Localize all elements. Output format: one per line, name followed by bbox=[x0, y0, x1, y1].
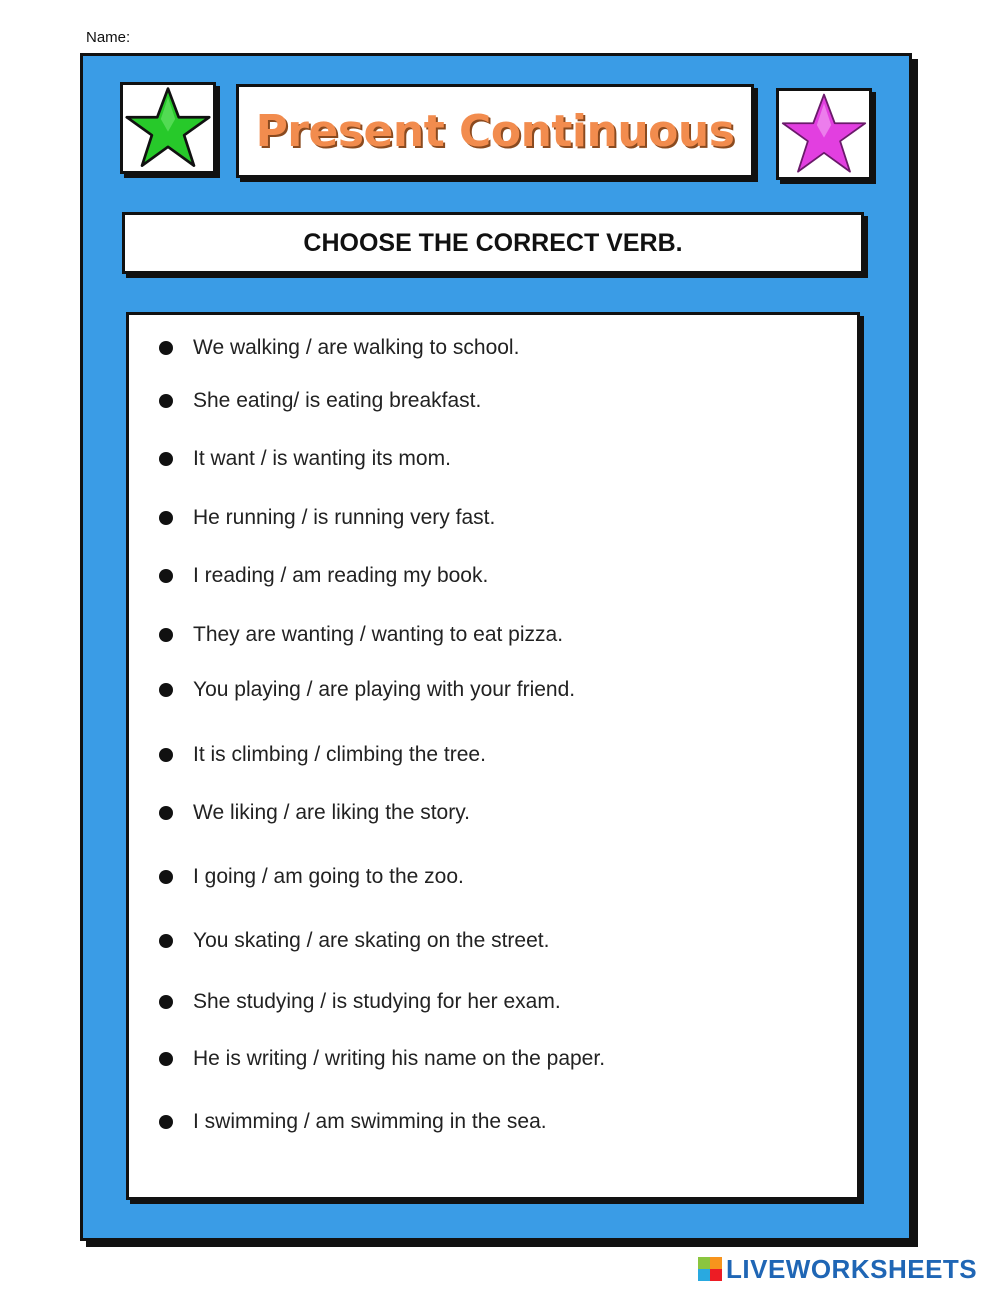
item-text[interactable]: It want / is wanting its mom. bbox=[193, 447, 451, 470]
list-item bbox=[159, 798, 470, 828]
instruction-box bbox=[122, 212, 864, 274]
list-item bbox=[159, 862, 464, 892]
page-title: Present Continuous bbox=[255, 105, 735, 157]
bullet-icon bbox=[159, 1115, 173, 1129]
pink-star-icon bbox=[779, 91, 869, 177]
item-text[interactable]: You skating / are skating on the street. bbox=[193, 929, 550, 952]
list-item bbox=[159, 503, 495, 533]
bullet-icon bbox=[159, 806, 173, 820]
list-item bbox=[159, 740, 486, 770]
item-text[interactable]: They are wanting / wanting to eat pizza. bbox=[193, 623, 564, 646]
item-text[interactable]: I swimming / am swimming in the sea. bbox=[193, 1110, 547, 1133]
list-item bbox=[159, 386, 481, 416]
list-item bbox=[159, 1107, 547, 1137]
item-text[interactable]: You playing / are playing with your friend. bbox=[193, 678, 576, 701]
brand-text: LIVEWORKSHEETS bbox=[726, 1253, 978, 1284]
bullet-icon bbox=[159, 341, 173, 355]
bullet-icon bbox=[159, 1052, 173, 1066]
list-item bbox=[159, 926, 549, 956]
bullet-icon bbox=[159, 870, 173, 884]
bullet-icon bbox=[159, 995, 173, 1009]
title-box bbox=[236, 84, 754, 178]
item-text[interactable]: She eating/ is eating breakfast. bbox=[193, 389, 482, 412]
brand-footer[interactable] bbox=[698, 1254, 977, 1284]
list-item bbox=[159, 333, 519, 363]
item-text[interactable]: I reading / am reading my book. bbox=[193, 564, 489, 587]
item-text[interactable]: She studying / is studying for her exam. bbox=[193, 990, 561, 1013]
item-text[interactable]: It is climbing / climbing the tree. bbox=[193, 743, 486, 766]
list-item bbox=[159, 1044, 605, 1074]
bullet-icon bbox=[159, 748, 173, 762]
bullet-icon bbox=[159, 683, 173, 697]
bullet-icon bbox=[159, 394, 173, 408]
item-text[interactable]: I going / am going to the zoo. bbox=[193, 865, 464, 888]
bullet-icon bbox=[159, 569, 173, 583]
item-text[interactable]: He running / is running very fast. bbox=[193, 506, 496, 529]
bullet-icon bbox=[159, 628, 173, 642]
list-item bbox=[159, 620, 563, 650]
instruction-text: CHOOSE THE CORRECT VERB. bbox=[303, 228, 683, 257]
green-star-icon bbox=[123, 85, 213, 171]
name-label: Name: bbox=[86, 29, 131, 46]
list-item bbox=[159, 444, 451, 474]
bullet-icon bbox=[159, 452, 173, 466]
item-text[interactable]: We walking / are walking to school. bbox=[193, 336, 520, 359]
right-star-box bbox=[776, 88, 872, 180]
bullet-icon bbox=[159, 934, 173, 948]
bullet-icon bbox=[159, 511, 173, 525]
list-item bbox=[159, 561, 488, 591]
left-star-box bbox=[120, 82, 216, 174]
list-item bbox=[159, 675, 575, 705]
item-text[interactable]: He is writing / writing his name on the paper. bbox=[193, 1047, 606, 1070]
liveworksheets-logo-icon bbox=[698, 1257, 722, 1281]
list-item bbox=[159, 987, 561, 1017]
exercise-list bbox=[126, 312, 860, 1200]
item-text[interactable]: We liking / are liking the story. bbox=[193, 801, 470, 824]
